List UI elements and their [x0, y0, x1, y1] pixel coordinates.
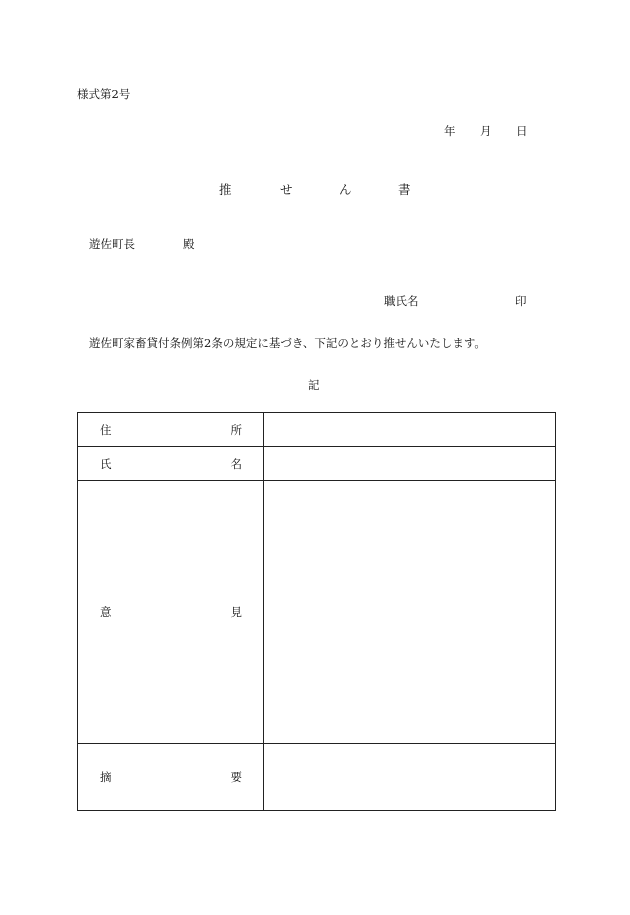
name-label-cell — [78, 447, 264, 481]
address-value-cell[interactable] — [264, 413, 556, 447]
remarks-value-cell[interactable] — [264, 744, 556, 811]
addressee-honorific: 殿 — [183, 237, 195, 251]
remarks-label-left: 摘 — [100, 770, 112, 784]
table-row-remarks — [78, 744, 556, 811]
ki-heading: 記 — [308, 378, 320, 392]
name-label-right: 名 — [230, 456, 242, 471]
remarks-label-right: 要 — [230, 770, 242, 784]
document-title-char-3: ん — [339, 182, 352, 197]
opinion-label-cell — [78, 481, 264, 744]
seal-mark: 印 — [515, 294, 527, 308]
name-label-left: 氏 — [100, 456, 112, 471]
table-row-opinion — [78, 481, 556, 744]
address-label-left: 住 — [100, 422, 112, 437]
document-title-char-1: 推 — [219, 182, 232, 197]
opinion-value-cell[interactable] — [264, 481, 556, 744]
address-label-cell — [78, 413, 264, 447]
opinion-label-right: 見 — [230, 605, 242, 619]
document-title-char-2: せ — [280, 182, 293, 197]
recommendation-table — [77, 412, 556, 811]
table-row-name — [78, 447, 556, 481]
table-row-address — [78, 413, 556, 447]
addressee-name: 遊佐町長 — [89, 237, 135, 251]
remarks-label-cell — [78, 744, 264, 811]
recommender-title-name-label: 職氏名 — [384, 294, 419, 308]
name-value-cell[interactable] — [264, 447, 556, 481]
recommendation-body-text: 遊佐町家畜貸付条例第2条の規定に基づき、下記のとおり推せんいたします。 — [89, 336, 486, 350]
opinion-label-left: 意 — [100, 605, 112, 619]
address-label-right: 所 — [230, 422, 242, 437]
date-day-label: 日 — [516, 124, 528, 138]
date-month-label: 月 — [480, 124, 492, 138]
document-title-char-4: 書 — [398, 182, 411, 197]
form-number: 様式第2号 — [77, 87, 131, 101]
date-year-label: 年 — [444, 124, 456, 138]
